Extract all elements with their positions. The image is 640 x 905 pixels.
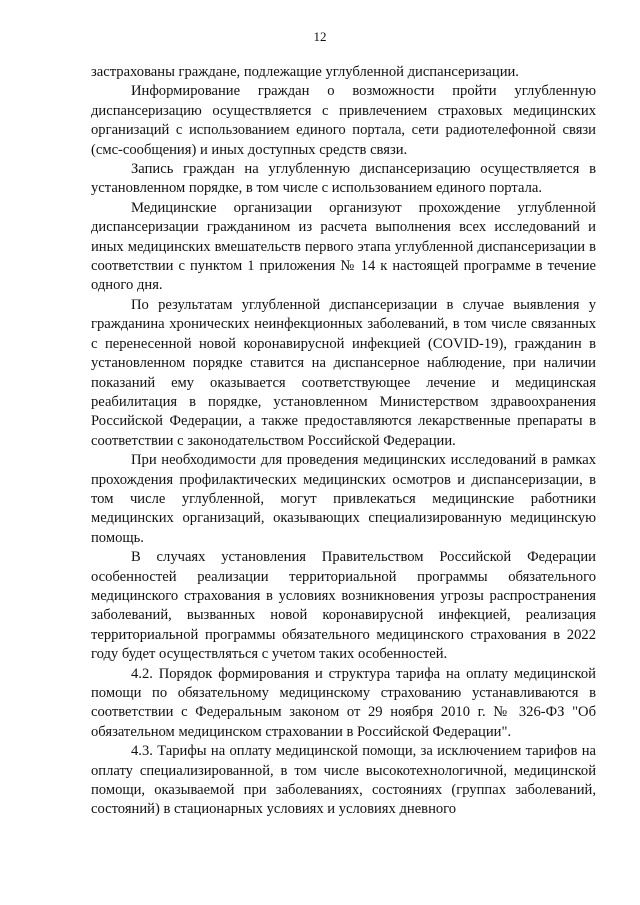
paragraph-results: По результатам углубленной диспансеризации в случае выявления у гражданина хронических неинфекционных заболеваний, в том числе связанных с перенесенной новой коронавирусной инфекцией (COVID-19), гражданин в установленном порядке ставится на диспансерное наблюдение, при наличии показаний ему оказывается соответствующее лечение и медицинская реабилитация в порядке, установленном Министерством здравоохранения Российской Федерации, а также предоставляются лекарственные препараты в соответствии с законодательством Российской Федерации.	[91, 296, 596, 449]
paragraph-government-features: В случаях установления Правительством Российской Федерации особенностей реализации территориальной программы обязательного медицинского страхования в условиях возникновения угрозы распространения заболеваний, вызванных новой коронавирусной инфекцией, реализация территориальной программы обязательного медицинского страхования в 2022 году будет осуществляться с учетом таких особенностей.	[91, 549, 596, 663]
paragraph-registration: Запись граждан на углубленную диспансеризацию осуществляется в установленном порядке, в том числе с использованием единого портала.	[91, 161, 596, 197]
page-number: 12	[313, 29, 327, 44]
paragraph-informing: Информирование граждан о возможности пройти углубленную диспансеризацию осуществляется с привлечением страховых медицинских организаций с использованием единого портала, сети радиотелефонной связи (смс-сообщения) и иных доступных средств связи.	[91, 83, 596, 158]
paragraph-research-staff: При необходимости для проведения медицинских исследований в рамках прохождения профилактических медицинских осмотров и диспансеризации, в том числе углубленной, могут привлекаться медицинские работники медицинских организаций, оказывающих специализированную медицинскую помощь.	[91, 452, 596, 546]
paragraph-continuation: застрахованы граждане, подлежащие углубленной диспансеризации.	[91, 64, 519, 80]
document-body	[91, 63, 596, 820]
paragraph-section-4-2: 4.2. Порядок формирования и структура тарифа на оплату медицинской помощи по обязательному медицинскому страхованию устанавливаются в соответствии с Федеральным законом от 29 ноября 2010 г. № 326-ФЗ "Об обязательном медицинском страховании в Российской Федерации".	[91, 665, 596, 740]
paragraph-section-4-3: 4.3. Тарифы на оплату медицинской помощи, за исключением тарифов на оплату специализированной, в том числе высокотехнологичной, медицинской помощи, оказываемой при заболеваниях, состояниях (группах заболеваний, состояний) в стационарных условиях и условиях дневного	[91, 743, 596, 818]
paragraph-medical-organizations: Медицинские организации организуют прохождение углубленной диспансеризации гражданином из расчета выполнения всех исследований и иных медицинских вмешательств первого этапа углубленной диспансеризации в соответствии с пунктом 1 приложения № 14 к настоящей программе в течение одного дня.	[91, 199, 596, 294]
